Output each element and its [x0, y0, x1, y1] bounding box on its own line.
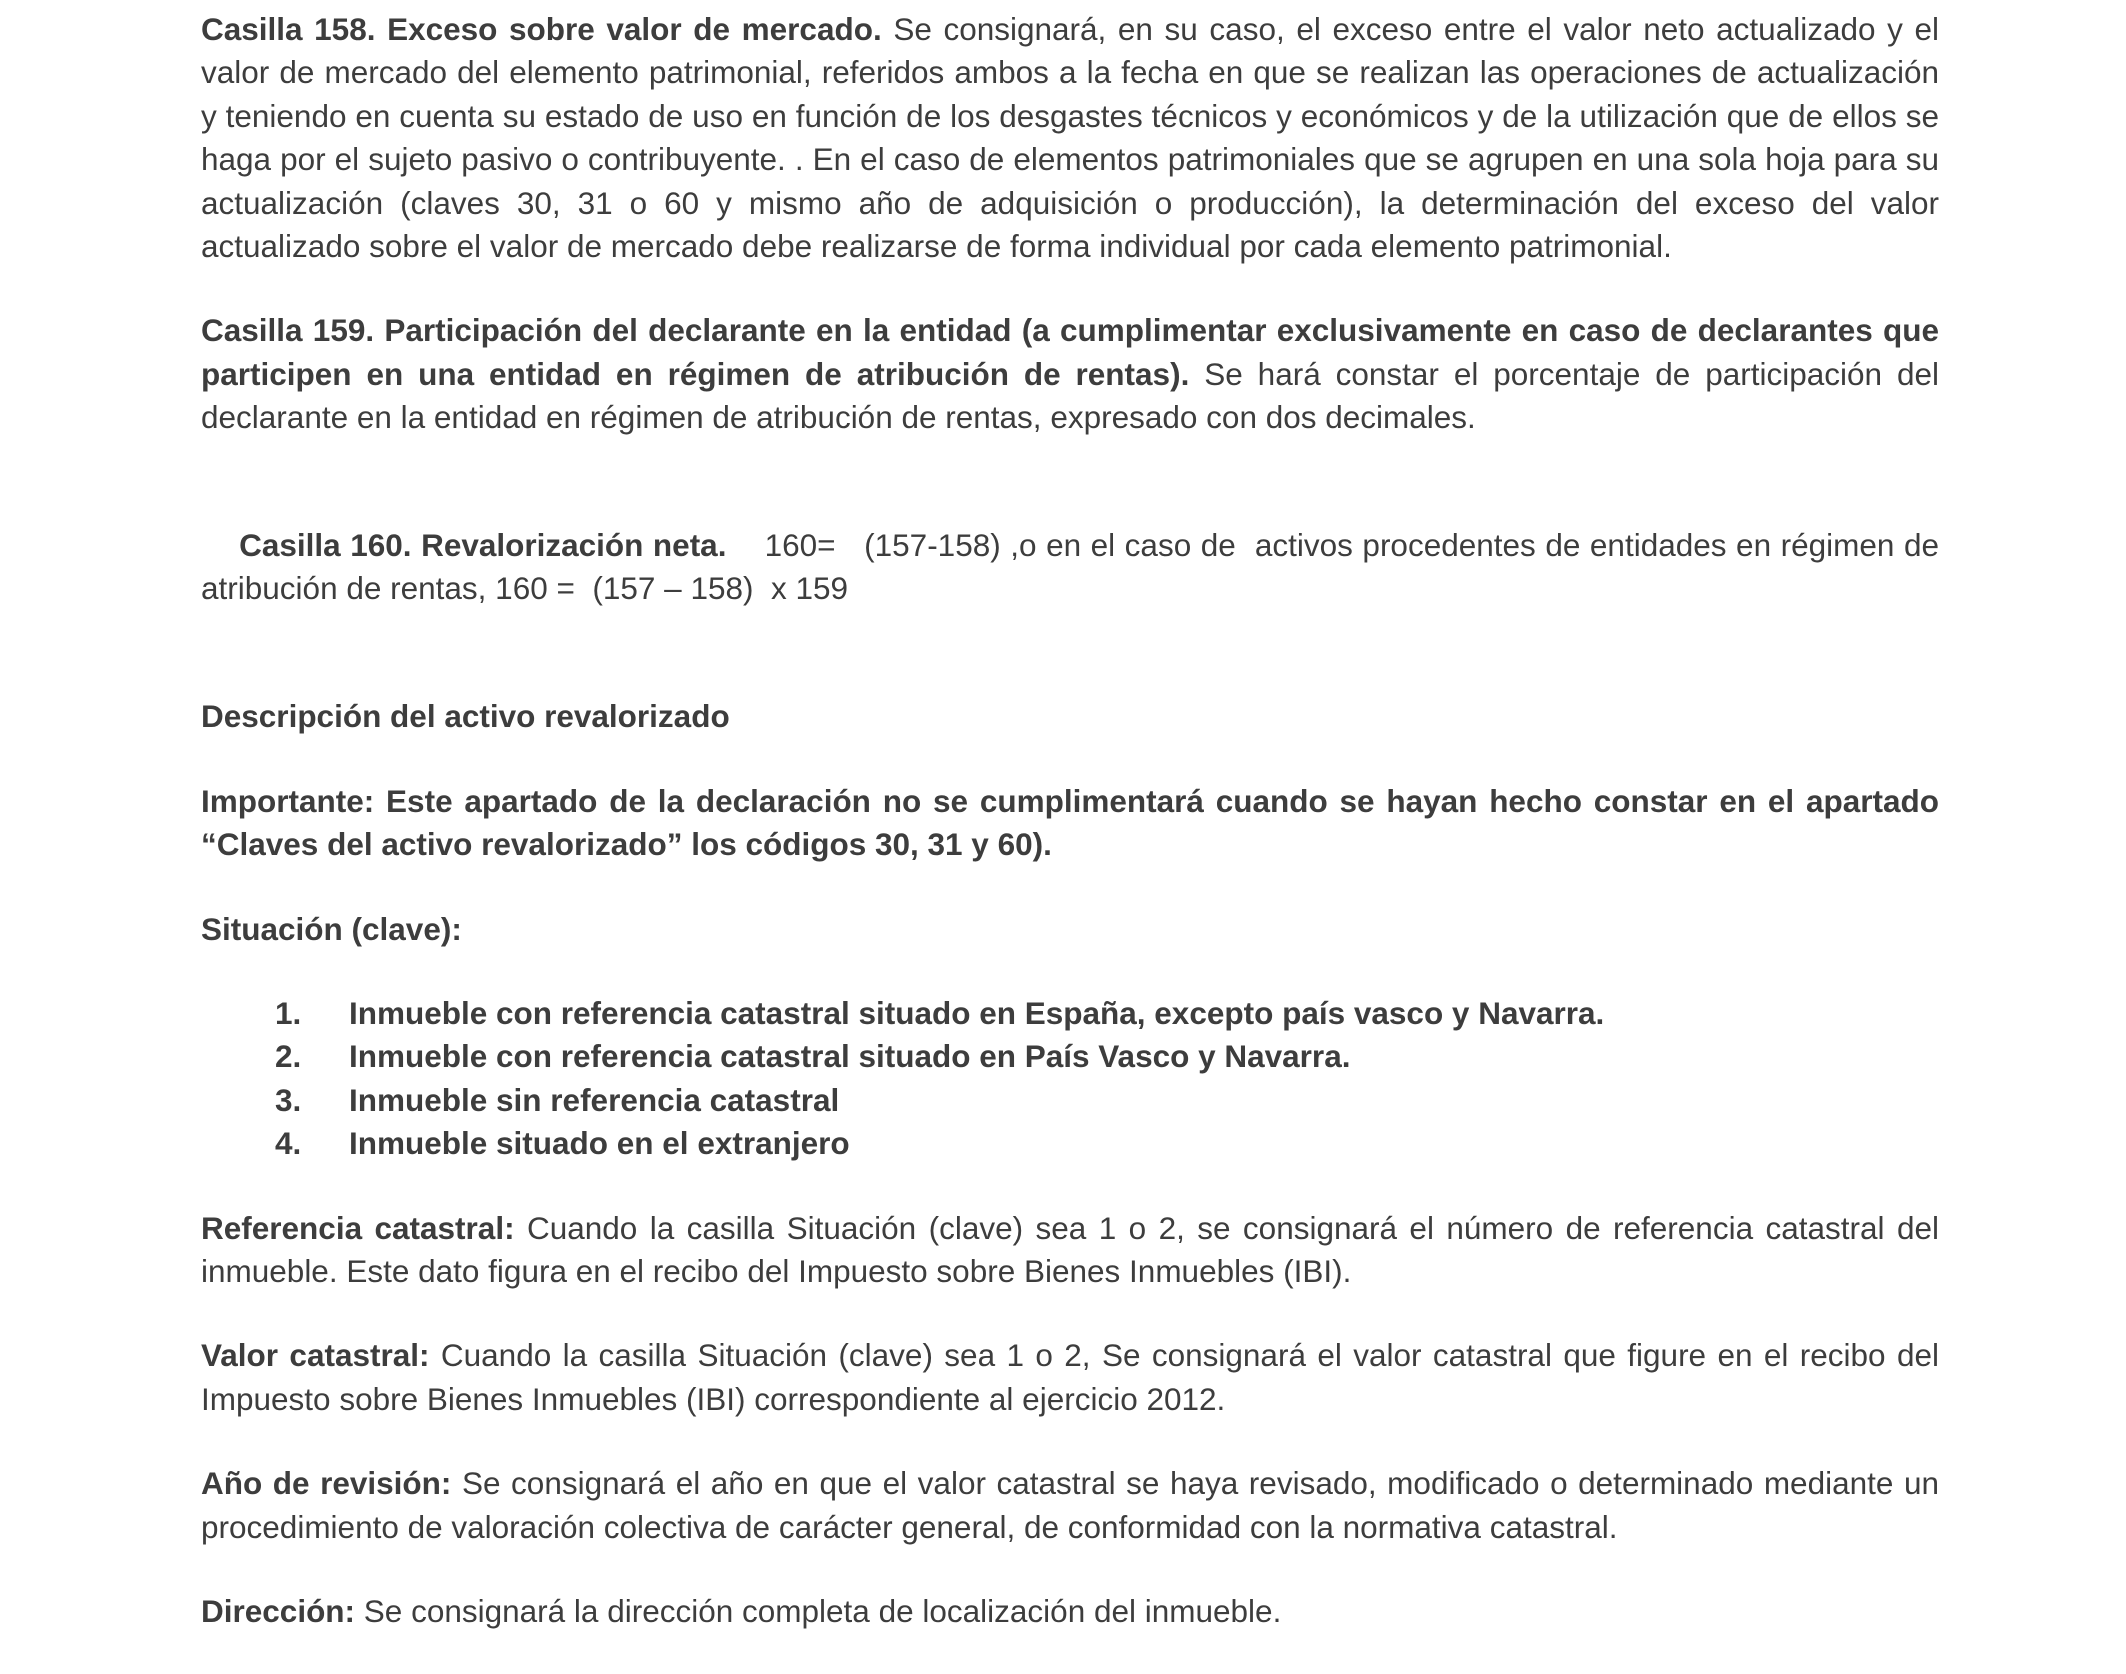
list-item-number: 4. [275, 1125, 302, 1162]
list-item-number: 2. [275, 1038, 302, 1075]
document-page [201, 8, 1948, 1674]
direccion-paragraph [201, 1590, 1939, 1633]
casilla-160-text: 160= (157-158) ,o en el caso de activos procedentes de entidades en régimen de atribución de rentas, 160 = (157 – 158) x 159 [201, 527, 1948, 607]
valor-catastral-text: Cuando la casilla Situación (clave) sea 1 o 2, Se consignará el valor catastral que figure en el recibo del Impuesto sobre Bienes Inmuebles (IBI) correspondiente al ejercicio 2012. [201, 1337, 1939, 1417]
list-item [201, 1079, 1939, 1122]
casilla-159-title: Casilla 159. Participación del declarante en la entidad (a cumplimentar exclusivamente en caso de declarantes que participen en una entidad en régimen de atribución de rentas). [201, 312, 1939, 392]
list-item-text: Inmueble con referencia catastral situado en España, excepto país vasco y Navarra. [349, 994, 1605, 1031]
casilla-159-text: Se hará constar el porcentaje de participación del declarante en la entidad en régimen de atribución de rentas, expresado con dos decimales. [201, 355, 1939, 436]
referencia-catastral-text: Cuando la casilla Situación (clave) sea 1 o 2, se consignará el número de referencia catastral del inmueble. Este dato figura en el recibo del Impuesto sobre Bienes Inmuebles (IBI). [201, 1209, 1939, 1289]
importante-text: Importante: Este apartado de la declaración no se cumplimentará cuando se hayan hecho constar en el apartado “Claves del activo revalorizado” los códigos 30, 31 y 60). [201, 782, 1939, 863]
casilla-159-paragraph [201, 309, 1939, 439]
referencia-catastral-title: Referencia catastral: [201, 1209, 515, 1246]
direccion-text: Se consignará la dirección completa de localización del inmueble. [355, 1592, 1282, 1629]
direccion-title: Dirección: [201, 1592, 356, 1629]
casilla-158-paragraph [201, 8, 1939, 268]
descripcion-heading-text: Descripción del activo revalorizado [201, 698, 730, 735]
casilla-158-title: Casilla 158. Exceso sobre valor de mercado. [201, 11, 882, 47]
list-item-text: Inmueble sin referencia catastral [349, 1081, 840, 1118]
casilla-158-text: Se consignará, en su caso, el exceso entre el valor neto actualizado y el valor de mercado del elemento patrimonial, referidos ambos a la fecha en que se realizan las operaciones de actualización y teniendo en cuenta su estado de uso en función de los desgastes técnicos y económicos y de la utilización que de ellos se haga por el sujeto pasivo o contribuyente. . En el caso de elementos patrimoniales que se agrupen en una sola hoja para su actualización (claves 30, 31 o 60 y mismo año de adquisición o producción), la determinación del exceso del valor actualizado sobre el valor de mercado debe realizarse de forma individual por cada elemento patrimonial. [201, 11, 1940, 265]
anio-revision-title: Año de revisión: [201, 1465, 452, 1502]
list-item-text: Inmueble situado en el extranjero [349, 1125, 850, 1162]
list-item-text: Inmueble con referencia catastral situado en País Vasco y Navarra. [349, 1038, 1351, 1075]
valor-catastral-title: Valor catastral: [201, 1337, 430, 1374]
situacion-heading-text: Situación (clave): [201, 910, 462, 947]
anio-revision-paragraph [201, 1462, 1939, 1549]
list-item-number: 1. [275, 994, 302, 1031]
importante-paragraph [201, 780, 1939, 867]
valor-catastral-paragraph [201, 1334, 1939, 1421]
casilla-160-title: Casilla 160. Revalorización neta. [239, 527, 727, 564]
list-item [201, 992, 1939, 1035]
referencia-catastral-paragraph [201, 1207, 1939, 1294]
casilla-160-paragraph [201, 481, 1948, 655]
descripcion-heading [201, 695, 1939, 738]
situacion-list [201, 992, 1939, 1166]
situacion-heading [201, 908, 1939, 951]
list-item-number: 3. [275, 1081, 302, 1118]
list-item [201, 1122, 1939, 1165]
anio-revision-text: Se consignará el año en que el valor catastral se haya revisado, modificado o determinado mediante un procedimiento de valoración colectiva de carácter general, de conformidad con la normativa catastral. [201, 1465, 1939, 1545]
list-item [201, 1035, 1939, 1078]
